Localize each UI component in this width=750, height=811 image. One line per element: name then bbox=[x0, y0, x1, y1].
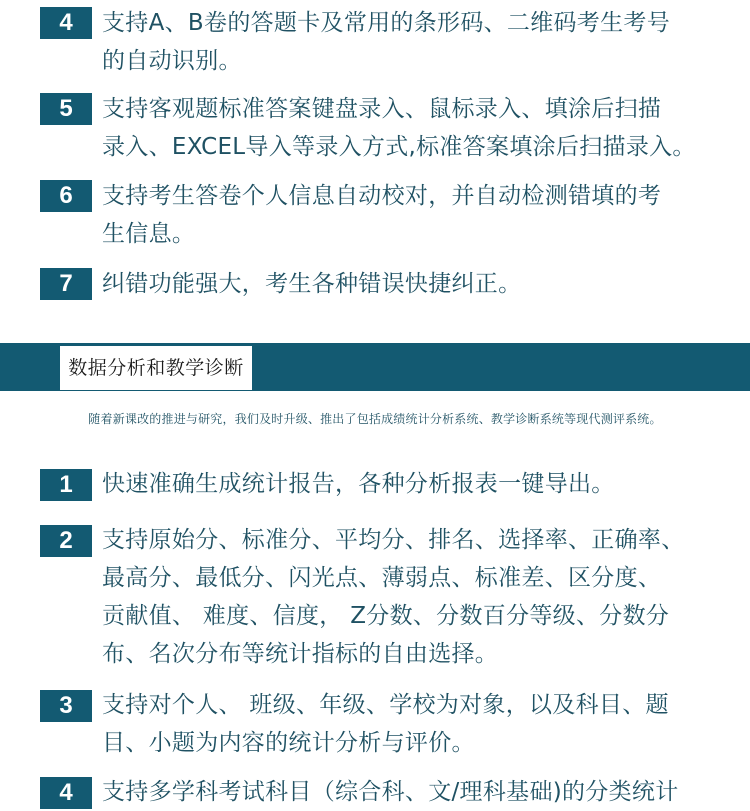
section-title: 数据分析和教学诊断 bbox=[60, 346, 252, 390]
item-number-badge: 7 bbox=[40, 268, 92, 300]
section-description: 随着新课改的推进与研究，我们及时升级、推出了包括成绩统计分析系统、教学诊断系统等现代测评系统。 bbox=[88, 412, 662, 426]
item-text: 支持A、B卷的答题卡及常用的条形码、二维码考生考号 的自动识别。 bbox=[102, 10, 671, 74]
item-text: 支持客观题标准答案键盘录入、鼠标录入、填涂后扫描 录入、EXCEL导入等录入方式,标准答案填涂后扫描录入。 bbox=[102, 96, 696, 160]
item-number-badge: 3 bbox=[40, 690, 92, 722]
item-number-badge: 5 bbox=[40, 93, 92, 125]
item-text: 支持多学科考试科目（综合科、文/理科基础)的分类统计 bbox=[102, 779, 679, 805]
item-number-badge: 2 bbox=[40, 525, 92, 557]
item-number-badge: 4 bbox=[40, 777, 92, 809]
item-text: 支持原始分、标准分、平均分、排名、选择率、正确率、 最高分、最低分、闪光点、薄弱点、标准差、区分度、 贡献值、 难度、信度， Z分数、分数百分等级、分数分 布、名次分布等统计指标的自由选择。 bbox=[102, 527, 685, 667]
item-text: 快速准确生成统计报告，各种分析报表一键导出。 bbox=[102, 471, 615, 497]
item-text: 纠错功能强大，考生各种错误快捷纠正。 bbox=[102, 271, 522, 297]
item-text: 支持对个人、 班级、年级、学校为对象，以及科目、题 目、小题为内容的统计分析与评价。 bbox=[102, 692, 669, 756]
item-text: 支持考生答卷个人信息自动校对，并自动检测错填的考 生信息。 bbox=[102, 183, 662, 247]
section-header-bar bbox=[0, 343, 750, 391]
item-number-badge: 6 bbox=[40, 180, 92, 212]
item-number-badge: 1 bbox=[40, 469, 92, 501]
item-number-badge: 4 bbox=[40, 7, 92, 39]
